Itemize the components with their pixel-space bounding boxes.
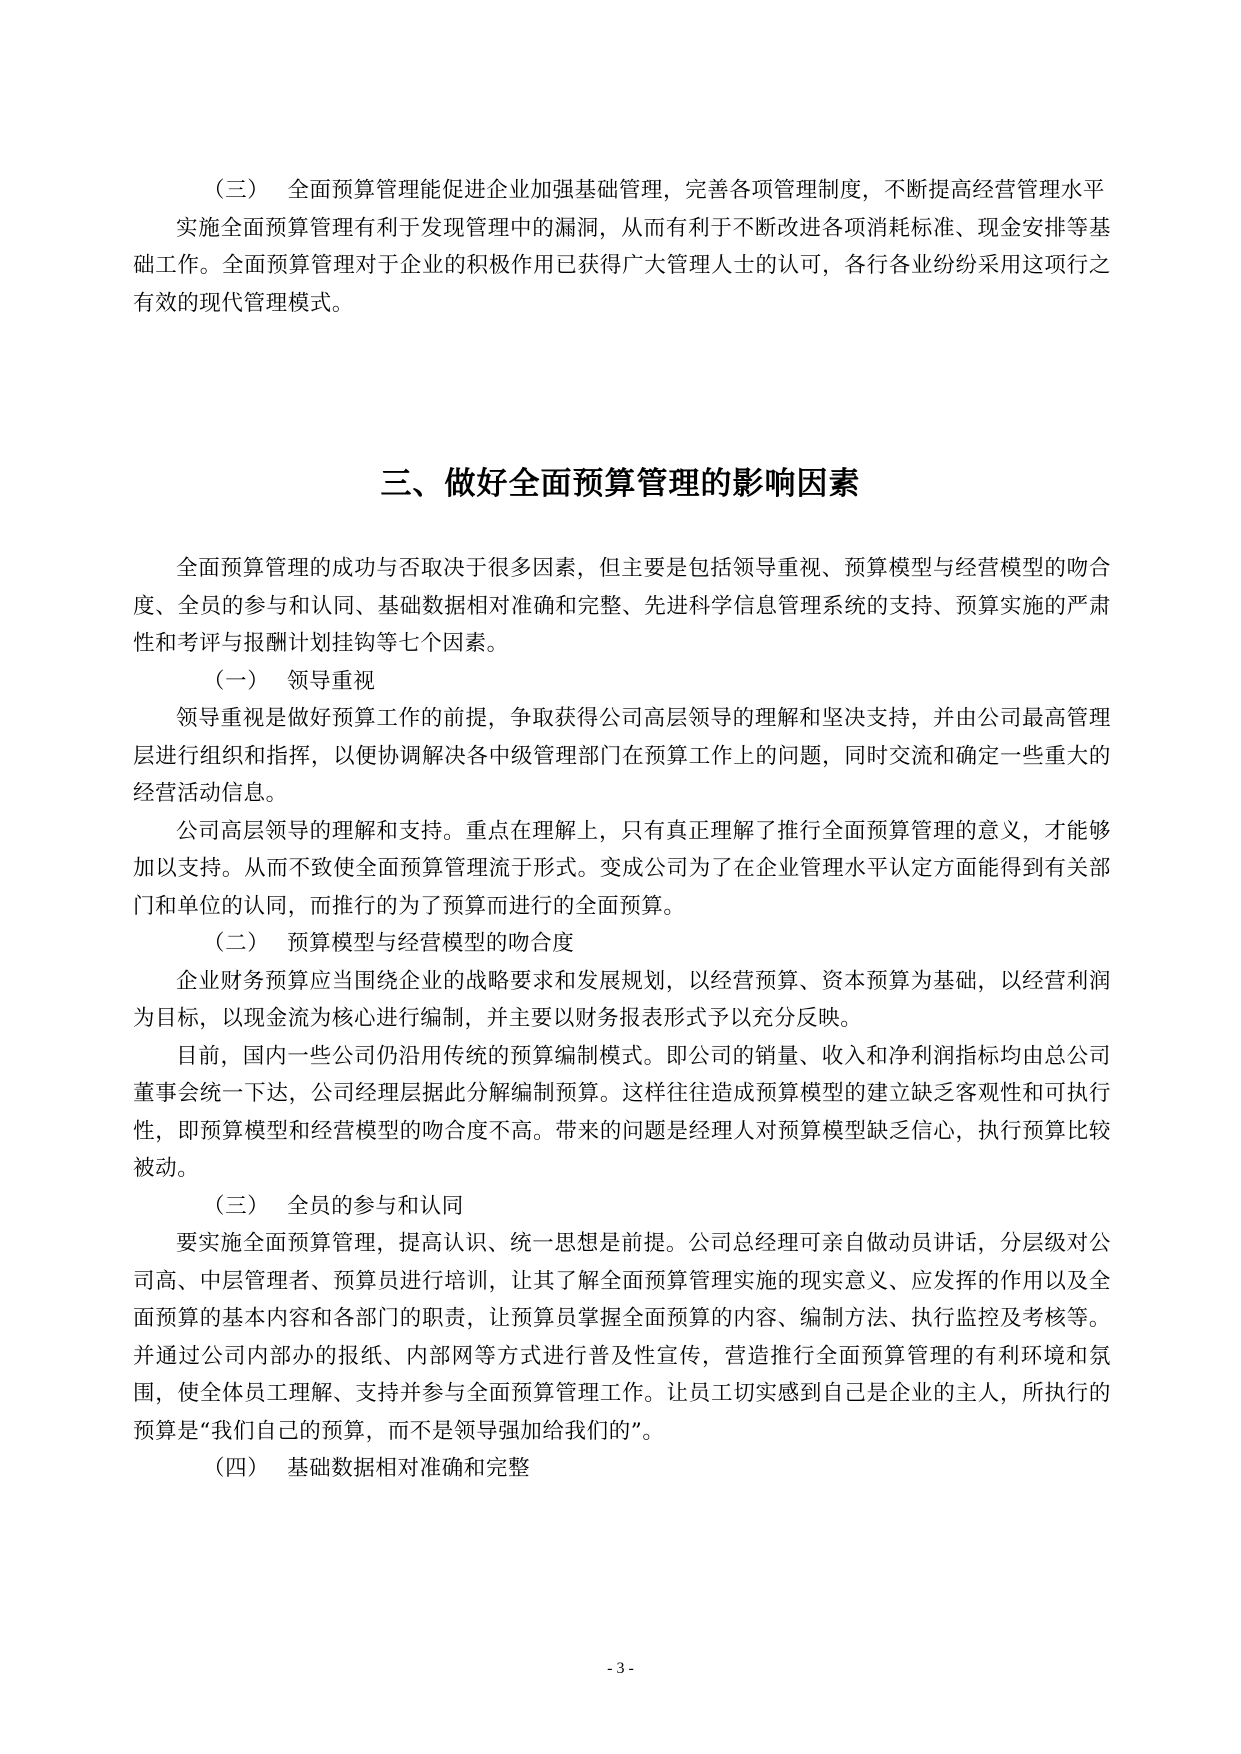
paragraph: 企业财务预算应当围绕企业的战略要求和发展规划，以经营预算、资本预算为基础，以经营利润为目标，以现金流为核心进行编制，并主要以财务报表形式予以充分反映。 — [133, 968, 1111, 1031]
item-number: （二） — [203, 931, 270, 956]
item-title: 全员的参与和认同 — [287, 1193, 464, 1219]
item-number: （三） — [203, 1193, 270, 1219]
paragraph: 公司高层领导的理解和支持。重点在理解上，只有真正理解了推行全面预算管理的意义，才能够加以支持。从而不致使全面预算管理流于形式。变成公司为了在企业管理水平认定方面能得到有关部门和单位的认同，而推行的为了预算而进行的全面预算。 — [133, 818, 1111, 919]
item-title: 领导重视 — [287, 668, 376, 694]
top-block — [133, 172, 1111, 322]
paragraph: 领导重视是做好预算工作的前提，争取获得公司高层领导的理解和坚决支持，并由公司最高管理层进行组织和指挥，以便协调解决各中级管理部门在预算工作上的问题，同时交流和确定一些重大的经营活动信息。 — [133, 706, 1111, 806]
subsection-number: （三） — [203, 178, 270, 203]
item-number: （四） — [203, 1456, 270, 1481]
item-number: （一） — [203, 668, 270, 694]
paragraph: 实施全面预算管理有利于发现管理中的漏洞，从而有利于不断改进各项消耗标准、现金安排等基础工作。全面预算管理对于企业的积极作用已获得广大管理人士的认可，各行各业纷纷采用这项行之有效的现代管理模式。 — [133, 215, 1111, 316]
item-heading — [133, 663, 1111, 701]
item-heading — [133, 925, 1111, 963]
section-intro: 全面预算管理的成功与否取决于很多因素，但主要是包括领导重视、预算模型与经营模型的吻合度、全员的参与和认同、基础数据相对准确和完整、先进科学信息管理系统的支持、预算实施的严肃性和考评与报酬计划挂钩等七个因素。 — [133, 556, 1111, 656]
item-heading — [133, 1188, 1111, 1226]
item-title: 预算模型与经营模型的吻合度 — [287, 931, 575, 956]
page-number: - 3 - — [607, 1660, 634, 1677]
paragraph: 要实施全面预算管理，提高认识、统一思想是前提。公司总经理可亲自做动员讲话，分层级对公司高、中层管理者、预算员进行培训，让其了解全面预算管理实施的现实意义、应发挥的作用以及全面预算的基本内容和各部门的职责，让预算员掌握全面预算的内容、编制方法、执行监控及考核等。并通过公司内部办的报纸、内部网等方式进行普及性宣传，营造推行全面预算管理的有利环境和氛围，使全体员工理解、支持并参与全面预算管理工作。让员工切实感到自己是企业的主人，所执行的预算是“我们自己的预算，而不是领导强加给我们的”。 — [133, 1231, 1111, 1444]
paragraph: 目前，国内一些公司仍沿用传统的预算编制模式。即公司的销量、收入和净利润指标均由总公司董事会统一下达，公司经理层据此分解编制预算。这样往往造成预算模型的建立缺乏客观性和可执行性，即预算模型和经营模型的吻合度不高。带来的问题是经理人对预算模型缺乏信心，执行预算比较被动。 — [133, 1043, 1111, 1181]
subsection-heading — [133, 172, 1111, 210]
section-title: 三、做好全面预算管理的影响因素 — [380, 466, 861, 502]
item-title: 基础数据相对准确和完整 — [287, 1456, 531, 1481]
section-body — [133, 550, 1111, 1488]
item-heading — [133, 1450, 1111, 1488]
subsection-title: 全面预算管理能促进企业加强基础管理，完善各项管理制度，不断提高经营管理水平 — [287, 178, 1106, 203]
